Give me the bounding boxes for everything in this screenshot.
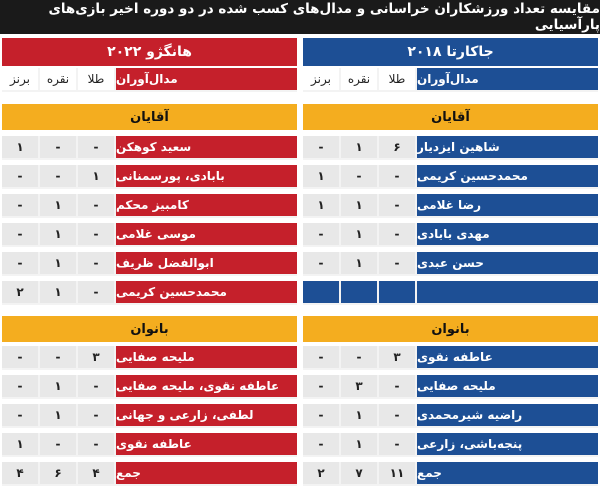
bronze-total: ۴ bbox=[2, 462, 40, 486]
gold-cell: - bbox=[379, 375, 417, 399]
bronze-cell: - bbox=[2, 223, 40, 247]
table-row bbox=[2, 346, 297, 370]
gold-cell: ۱ bbox=[78, 165, 116, 189]
gold-cell: - bbox=[78, 433, 116, 457]
silver-total: ۷ bbox=[341, 462, 379, 486]
silver-cell: ۱ bbox=[341, 252, 379, 276]
gold-cell: - bbox=[379, 194, 417, 218]
total-row bbox=[2, 462, 297, 486]
column-divider bbox=[298, 34, 301, 491]
athlete-name: حسن عبدی bbox=[417, 252, 598, 276]
bronze-cell: ۱ bbox=[2, 433, 40, 457]
athlete-name: عاطفه نقوی، ملیحه صفایی bbox=[116, 375, 297, 399]
silver-total: ۶ bbox=[40, 462, 78, 486]
silver-cell bbox=[341, 281, 379, 305]
athlete-name: راضیه شیرمحمدی bbox=[417, 404, 598, 428]
gold-cell: - bbox=[78, 281, 116, 305]
athlete-name: سعید کوهکن bbox=[116, 136, 297, 160]
empty-row bbox=[303, 281, 598, 305]
silver-cell: - bbox=[40, 165, 78, 189]
athlete-name: بابادی، پورسمنانی bbox=[116, 165, 297, 189]
games-header: هانگژو ۲۰۲۲ bbox=[2, 38, 297, 66]
bronze-cell: - bbox=[2, 404, 40, 428]
games-header: جاکارتا ۲۰۱۸ bbox=[303, 38, 598, 66]
athlete-name: کامبیز محکم bbox=[116, 194, 297, 218]
gold-cell: - bbox=[78, 404, 116, 428]
gold-cell: - bbox=[78, 375, 116, 399]
silver-cell: ۱ bbox=[341, 223, 379, 247]
bronze-cell: ۱ bbox=[303, 165, 341, 189]
bronze-cell: - bbox=[2, 252, 40, 276]
silver-cell: - bbox=[40, 346, 78, 370]
silver-cell: - bbox=[341, 346, 379, 370]
gold-cell: - bbox=[78, 194, 116, 218]
silver-cell: ۱ bbox=[341, 136, 379, 160]
table-row bbox=[303, 136, 598, 160]
gold-total: ۴ bbox=[78, 462, 116, 486]
silver-cell: ۱ bbox=[40, 404, 78, 428]
athlete-name bbox=[417, 281, 598, 305]
gold-cell: - bbox=[78, 252, 116, 276]
bronze-cell: ۱ bbox=[2, 136, 40, 160]
silver-cell: ۱ bbox=[40, 252, 78, 276]
women-section-label: بانوان bbox=[2, 316, 297, 342]
silver-cell: ۱ bbox=[40, 194, 78, 218]
table-row bbox=[303, 346, 598, 370]
gold-header: طلا bbox=[78, 68, 116, 92]
hangzhou-2022-column bbox=[2, 34, 297, 491]
table-row bbox=[2, 281, 297, 305]
gold-cell: ۳ bbox=[78, 346, 116, 370]
athlete-name: عاطفه نقوی bbox=[417, 346, 598, 370]
table-row bbox=[2, 136, 297, 160]
gold-cell bbox=[379, 281, 417, 305]
table-row bbox=[303, 375, 598, 399]
table-row bbox=[303, 194, 598, 218]
bronze-cell: - bbox=[303, 252, 341, 276]
gold-cell: ۶ bbox=[379, 136, 417, 160]
athlete-name: موسی غلامی bbox=[116, 223, 297, 247]
bronze-header: برنز bbox=[2, 68, 40, 92]
silver-cell: - bbox=[341, 165, 379, 189]
bronze-cell bbox=[303, 281, 341, 305]
bronze-cell: - bbox=[2, 346, 40, 370]
men-section-label: آقایان bbox=[2, 104, 297, 130]
athlete-name: پنجه‌باشی، زارعی bbox=[417, 433, 598, 457]
athlete-name: شاهین ایزدیار bbox=[417, 136, 598, 160]
bronze-cell: - bbox=[2, 375, 40, 399]
women-section-label: بانوان bbox=[303, 316, 598, 342]
athlete-name: لطفی، زارعی و جهانی bbox=[116, 404, 297, 428]
athlete-name: محمدحسین کریمی bbox=[116, 281, 297, 305]
gold-header: طلا bbox=[379, 68, 417, 92]
silver-cell: ۳ bbox=[341, 375, 379, 399]
bronze-cell: - bbox=[303, 346, 341, 370]
gold-cell: ۳ bbox=[379, 346, 417, 370]
athletes-header: مدال‌آوران bbox=[116, 68, 297, 92]
silver-cell: ۱ bbox=[40, 375, 78, 399]
bronze-cell: ۱ bbox=[303, 194, 341, 218]
column-header-row bbox=[2, 68, 297, 92]
silver-cell: ۱ bbox=[341, 433, 379, 457]
athlete-name: ابوالفضل ظریف bbox=[116, 252, 297, 276]
gold-cell: - bbox=[78, 136, 116, 160]
gold-cell: - bbox=[379, 165, 417, 189]
table-row bbox=[2, 375, 297, 399]
bronze-header: برنز bbox=[303, 68, 341, 92]
athlete-name: محمدحسین کریمی bbox=[417, 165, 598, 189]
table-row bbox=[303, 223, 598, 247]
jakarta-2018-column bbox=[303, 34, 598, 491]
gold-cell: - bbox=[379, 433, 417, 457]
athlete-name: ملیحه صفایی bbox=[417, 375, 598, 399]
bronze-cell: ۲ bbox=[2, 281, 40, 305]
athlete-name: رضا غلامی bbox=[417, 194, 598, 218]
bronze-cell: - bbox=[303, 404, 341, 428]
silver-cell: - bbox=[40, 136, 78, 160]
athlete-name: عاطفه نقوی bbox=[116, 433, 297, 457]
silver-cell: ۱ bbox=[341, 194, 379, 218]
table-row bbox=[2, 404, 297, 428]
page-title: مقایسه تعداد ورزشکاران خراسانی و مدال‌های کسب شده در دو دوره اخیر بازی‌های پارآسیایی bbox=[0, 0, 600, 34]
table-row bbox=[303, 404, 598, 428]
silver-cell: ۱ bbox=[341, 404, 379, 428]
total-row bbox=[303, 462, 598, 486]
bronze-cell: - bbox=[303, 136, 341, 160]
total-label: جمع bbox=[116, 462, 297, 486]
table-row bbox=[2, 223, 297, 247]
bronze-total: ۲ bbox=[303, 462, 341, 486]
athlete-name: ملیحه صفایی bbox=[116, 346, 297, 370]
silver-header: نقره bbox=[341, 68, 379, 92]
gold-cell: - bbox=[379, 223, 417, 247]
bronze-cell: - bbox=[2, 165, 40, 189]
column-header-row bbox=[303, 68, 598, 92]
table-row bbox=[303, 433, 598, 457]
table-row bbox=[303, 252, 598, 276]
silver-cell: - bbox=[40, 433, 78, 457]
gold-total: ۱۱ bbox=[379, 462, 417, 486]
gold-cell: - bbox=[379, 404, 417, 428]
silver-cell: ۱ bbox=[40, 281, 78, 305]
gold-cell: - bbox=[78, 223, 116, 247]
total-label: جمع bbox=[417, 462, 598, 486]
table-row bbox=[2, 165, 297, 189]
men-section-label: آقایان bbox=[303, 104, 598, 130]
athlete-name: مهدی بابادی bbox=[417, 223, 598, 247]
athletes-header: مدال‌آوران bbox=[417, 68, 598, 92]
table-row bbox=[2, 194, 297, 218]
bronze-cell: - bbox=[2, 194, 40, 218]
bronze-cell: - bbox=[303, 223, 341, 247]
silver-cell: ۱ bbox=[40, 223, 78, 247]
silver-header: نقره bbox=[40, 68, 78, 92]
table-row bbox=[2, 252, 297, 276]
bronze-cell: - bbox=[303, 433, 341, 457]
table-row bbox=[303, 165, 598, 189]
bronze-cell: - bbox=[303, 375, 341, 399]
table-row bbox=[2, 433, 297, 457]
gold-cell: - bbox=[379, 252, 417, 276]
